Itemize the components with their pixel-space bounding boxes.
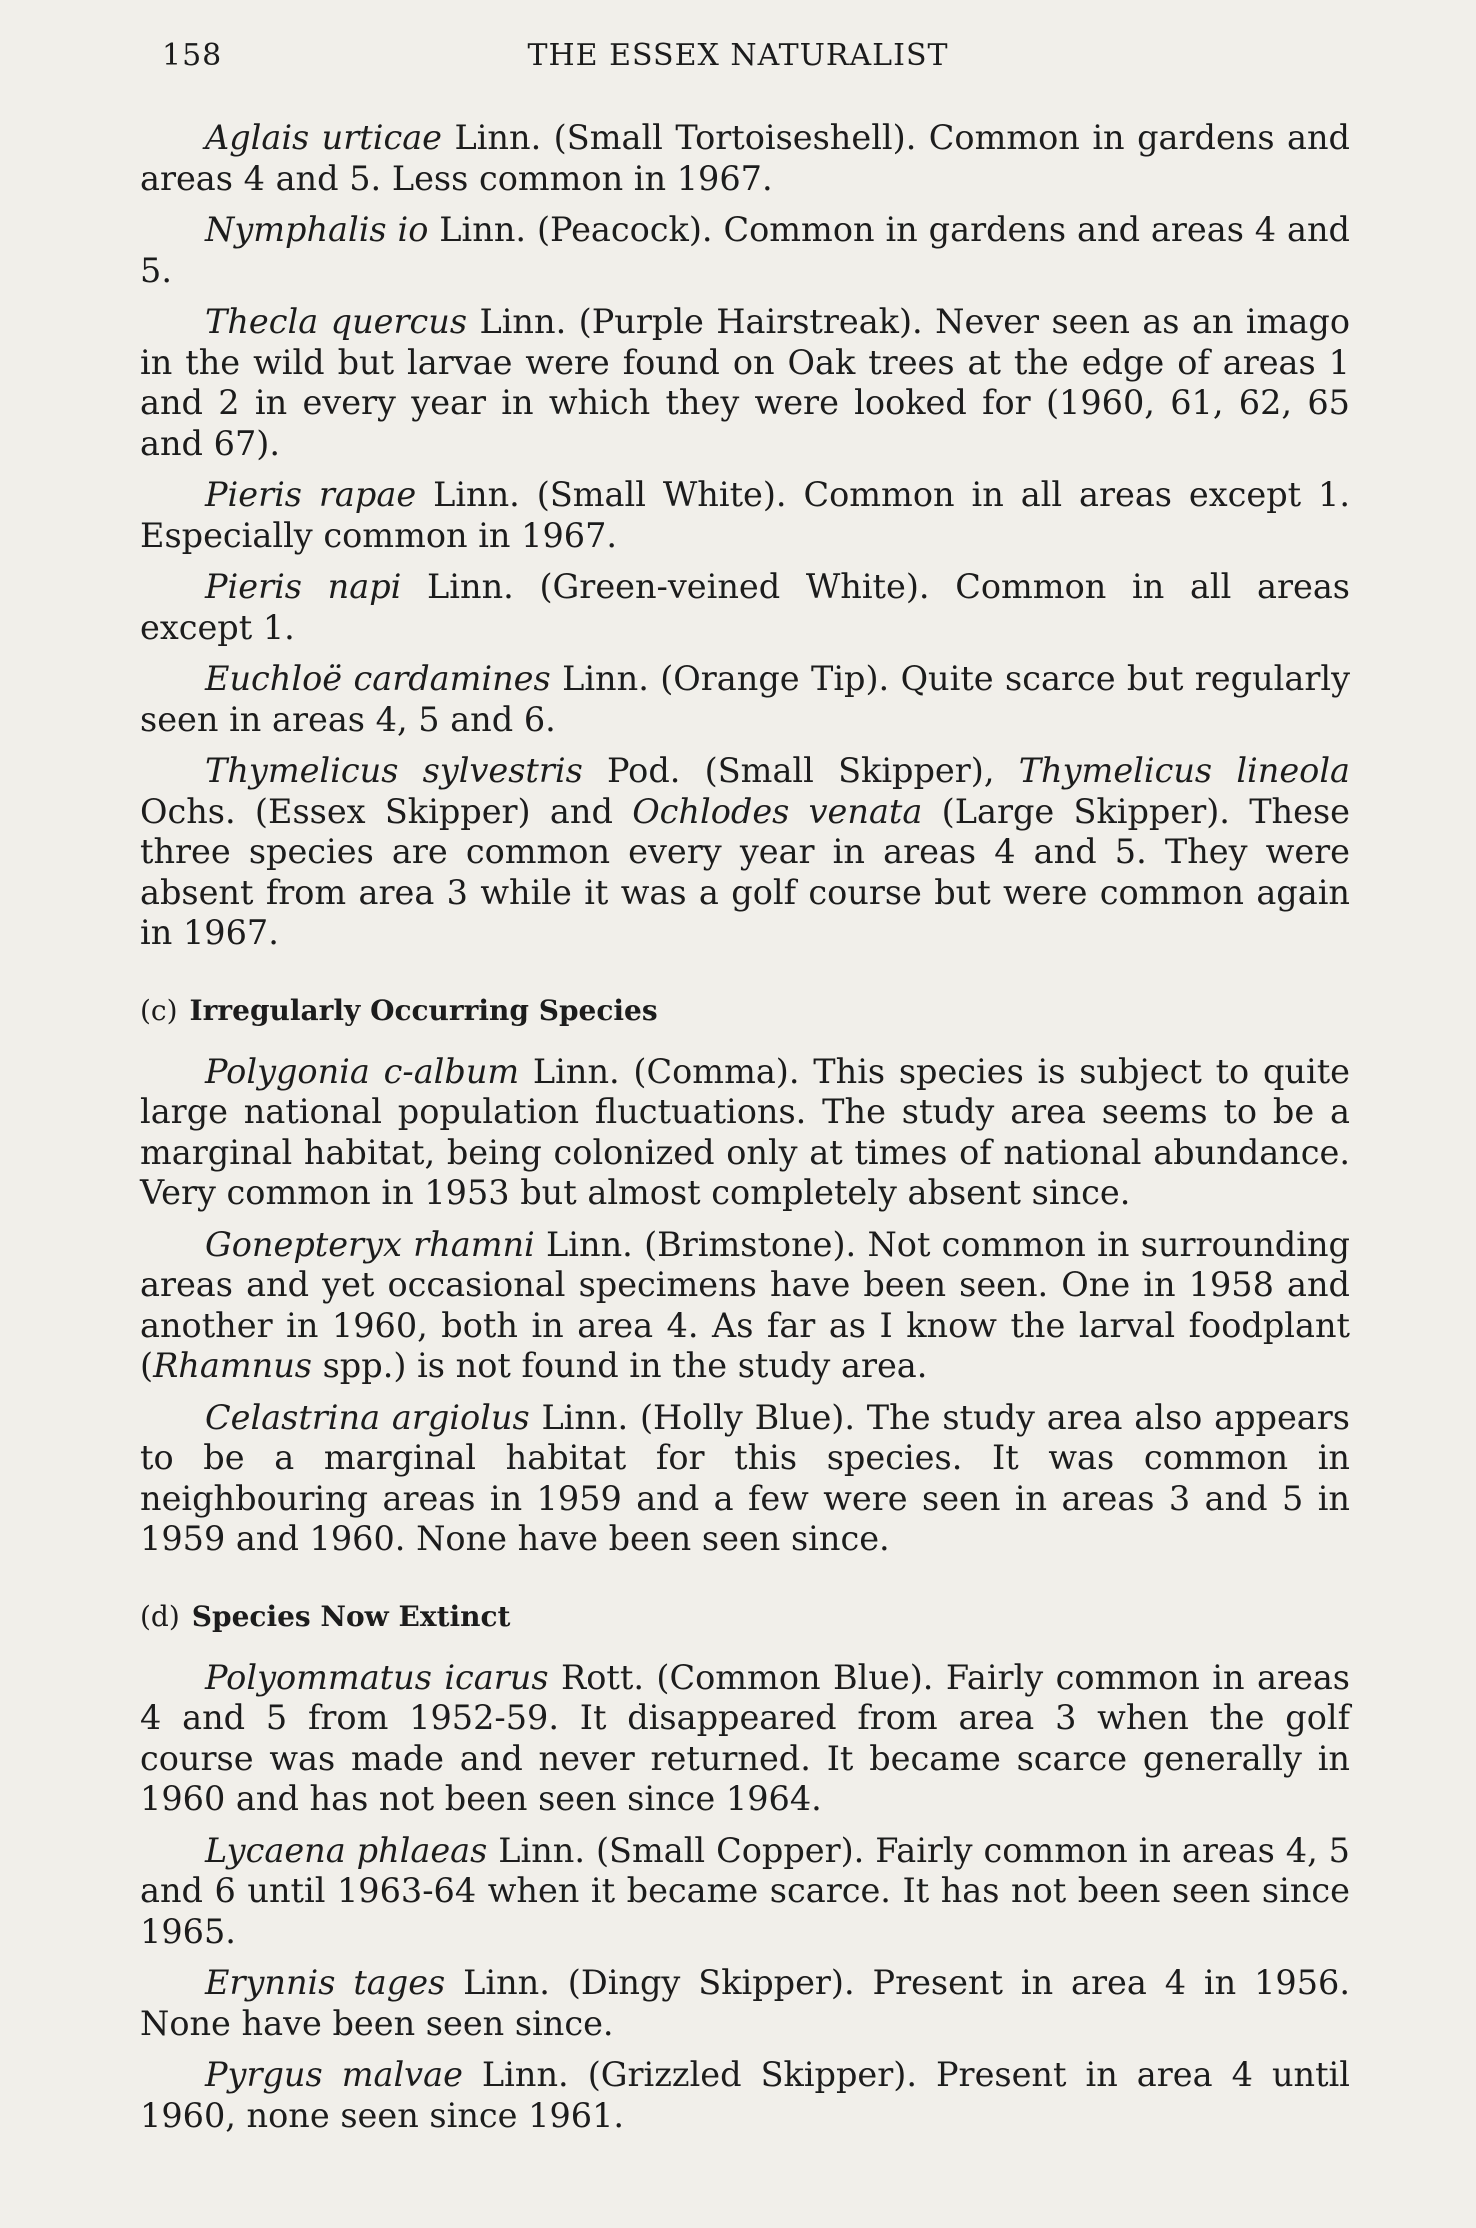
species-name: Erynnis tages [205,1963,446,2002]
entry-text: Linn. (Comma). This species is subject to quite large national population fluctuations. The study area seems to be a marginal habitat, being colonized only at times of national abundance. Very common in 1953 but almost completely absent since. [140,1051,1350,1212]
species-name: Euchloë cardamines [205,659,551,698]
entry-text: Linn. (Orange Tip). Quite scarce but regularly seen in areas 4, 5 and 6. [140,659,1350,739]
section-letter: (c) [140,993,178,1027]
section-letter: (d) [140,1599,180,1633]
species-entry [140,475,1350,556]
entry-text: Linn. (Holly Blue). The study area also appears to be a marginal habitat for this species. It was common in neighbouring areas in 1959 and a few were seen in areas 3 and 5 in 1959 and 1960. None have been seen since. [140,1397,1350,1558]
species-entry [140,302,1350,464]
page-number: 158 [162,38,223,73]
entry-text: (Large Skipper). These three species are common every year in areas 4 and 5. They were absent from area 3 while it was a golf course but were common again in 1967. [140,791,1350,952]
species-entry [140,1398,1350,1560]
entry-text: Linn. (Green-veined White). Common in all areas except 1. [140,567,1350,647]
species-name: Thymelicus sylvestris [205,751,583,790]
species-entry [140,1052,1350,1214]
species-name: Rhamnus [153,1346,312,1385]
species-name: Aglais urticae [205,118,443,157]
section-title: Irregularly Occurring Species [189,993,658,1027]
species-entry [140,210,1350,291]
entry-text: Pod. (Small Skipper), [582,751,1019,790]
species-name: Pyrgus malvae [205,2055,463,2094]
section-title: Species Now Extinct [191,1599,511,1633]
species-entry [140,2055,1350,2136]
page-header [0,38,1476,78]
species-entry [140,751,1350,954]
species-name: Pieris rapae [205,475,417,514]
entry-text: Linn. (Peacock). Common in gardens and areas 4 and 5. [140,210,1350,290]
species-name: Ochlodes venata [632,791,923,831]
document-body [140,118,1350,2147]
species-entry [140,1225,1350,1387]
species-entry [140,659,1350,740]
entry-text: Linn. (Grizzled Skipper). Present in area 4 until 1960, none seen since 1961. [140,2055,1350,2135]
species-name: Thymelicus lineola [1018,751,1350,790]
species-entry [140,118,1350,199]
species-name: Pieris napi [205,567,402,606]
species-name: Polyommatus icarus [205,1657,549,1697]
running-head: THE ESSEX NATURALIST [527,38,949,73]
species-name: Polygonia c-album [205,1051,520,1091]
species-name: Celastrina argiolus [205,1397,530,1437]
species-entry [140,1831,1350,1953]
section-heading [140,1600,1350,1634]
entry-text: Ochs. (Essex Skipper) and [140,791,633,831]
entry-text: Linn. (Small Tortoiseshell). Common in gardens and areas 4 and 5. Less common in 1967. [140,118,1350,198]
entry-text: Linn. (Purple Hairstreak). Never seen as an imago in the wild but larvae were found on Oak trees at the edge of areas 1 and 2 in every year in which they were looked for (1960, 61, 62, 65 and 67). [140,302,1350,463]
species-name: Lycaena phlaeas [205,1830,488,1870]
species-entry [140,1963,1350,2044]
entry-text: Linn. (Small White). Common in all areas except 1. Especially common in 1967. [140,475,1350,555]
species-entry [140,567,1350,648]
species-entry [140,1658,1350,1820]
entry-text: Linn. (Brimstone). Not common in surrounding areas and yet occasional specimens have been seen. One in 1958 and another in 1960, both in area 4. As far as I know the larval foodplant ( [140,1224,1350,1385]
entry-text: spp.) is not found in the study area. [311,1346,928,1385]
species-name: Thecla quercus [205,302,468,341]
entry-text: Linn. (Small Copper). Fairly common in areas 4, 5 and 6 until 1963-64 when it became scarce. It has not been seen since 1965. [140,1830,1350,1951]
entry-text: Linn. (Dingy Skipper). Present in area 4 in 1956. None have been seen since. [140,1963,1350,2043]
section-heading [140,994,1350,1028]
entry-text: Rott. (Common Blue). Fairly common in areas 4 and 5 from 1952-59. It disappeared from area 3 when the golf course was made and never returned. It became scarce generally in 1960 and has not been seen since 1964. [140,1657,1351,1818]
species-name: Gonepteryx rhamni [205,1224,535,1264]
species-name: Nymphalis io [205,210,429,249]
